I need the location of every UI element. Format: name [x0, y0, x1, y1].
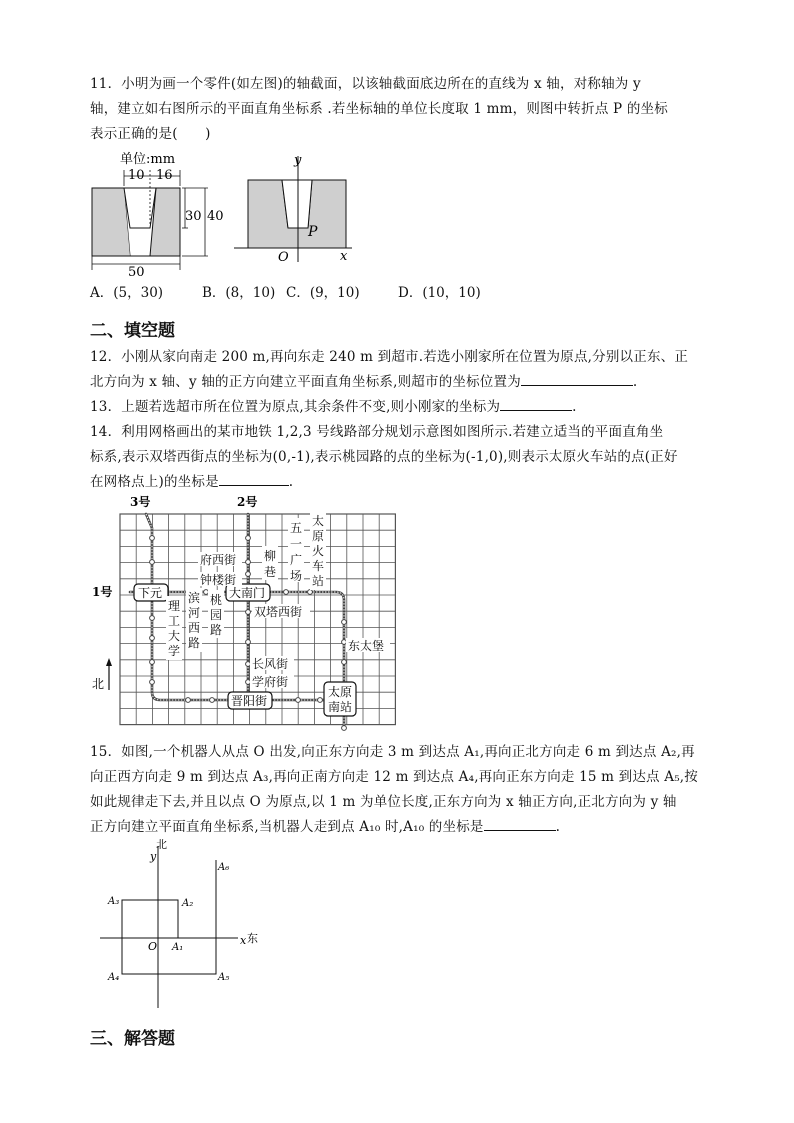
map-stop — [150, 536, 155, 541]
dim-16: 16 — [156, 168, 173, 183]
robot-path-diagram — [100, 836, 270, 1012]
label-wuyi-4: 场 — [290, 569, 303, 583]
station-dananmen: 大南门 — [229, 586, 266, 600]
q11-line-1: 11．小明为画一个零件(如左图)的轴截面，以该轴截面底边所在的直线为 x 轴，对称轴为 y — [90, 76, 641, 92]
map-stop — [246, 572, 251, 577]
label-xuefu: 学府街 — [252, 675, 289, 689]
q11-origin-label: O — [278, 250, 289, 265]
label-shuangta: 双塔西街 — [254, 605, 303, 619]
section-2-heading: 二、填空题 — [90, 321, 175, 341]
label-station-3: 火 — [312, 544, 325, 558]
line-1-label: 1号 — [92, 585, 113, 599]
label-taoyuan-3: 路 — [210, 623, 223, 637]
label-binhe-2: 河 — [188, 606, 201, 620]
station-jinyangjie: 晋阳街 — [231, 694, 268, 708]
q11-coordinate-diagram — [230, 152, 360, 267]
q12-line-2: 北方向为 x 轴、y 轴的正方向建立平面直角坐标系,则超市的坐标位置为 . — [90, 370, 712, 395]
question-11 — [90, 72, 712, 147]
map-stop — [246, 662, 251, 667]
map-stop — [150, 636, 155, 641]
option-d[interactable]: D．(10，10) — [398, 285, 481, 301]
q15-line-3: 如此规律走下去,并且以点 O 为原点,以 1 m 为单位长度,正东方向为 x 轴正方向,正北方向为 y 轴 — [90, 794, 677, 810]
point-p-label: P — [308, 224, 318, 240]
dim-10: 10 — [128, 168, 145, 183]
station-taiyuan-south-2: 南站 — [328, 700, 353, 714]
label-ligong-4: 学 — [168, 644, 181, 658]
map-stop — [342, 660, 347, 665]
dim-40: 40 — [207, 209, 224, 224]
station-taiyuan-south-1: 太原 — [328, 685, 353, 699]
map-stop — [318, 698, 323, 703]
label-station-5: 站 — [312, 574, 325, 588]
map-stop — [342, 620, 347, 625]
label-wuyi-1: 五 — [290, 521, 303, 535]
fig-a5-label: A₅ — [218, 972, 230, 983]
q11-axis-y-label: y — [294, 153, 302, 168]
label-ligong-1: 理 — [168, 599, 181, 613]
label-changfeng: 长风街 — [252, 657, 289, 671]
q13-answer-blank[interactable] — [500, 396, 572, 411]
dim-50: 50 — [128, 265, 145, 278]
fig-a1-label: A₁ — [172, 942, 184, 953]
q14-answer-blank[interactable] — [219, 471, 289, 486]
fig-y-label: y — [150, 850, 157, 863]
map-stop — [308, 590, 313, 595]
q14-line-2: 标系,表示双塔西街点的坐标为(0,-1),表示桃园路的点的坐标为(-1,0),则表示太原火车站的点(正好 — [90, 449, 678, 465]
map-stop — [210, 698, 215, 703]
q13-text: 13．上题若选超市所在位置为原点,其余条件不变,则小刚家的坐标为 — [90, 399, 501, 415]
option-a[interactable]: A．(5，30) — [90, 285, 164, 301]
label-zhonglou: 钟楼街 — [200, 573, 237, 587]
map-stop — [246, 536, 251, 541]
map-stop — [150, 680, 155, 685]
option-b[interactable]: B．(8，10) — [202, 285, 276, 301]
line-2-label: 2号 — [237, 495, 258, 509]
fig-origin-label: O — [148, 940, 158, 953]
subway-map — [92, 492, 402, 737]
label-ligong-3: 大 — [168, 629, 181, 643]
question-12 — [90, 345, 712, 395]
q11-line-3: 表示正确的是( ) — [90, 126, 211, 142]
question-13: 13．上题若选超市所在位置为原点,其余条件不变,则小刚家的坐标为 . — [90, 395, 712, 420]
q14-line-3: 在网格点上)的坐标是 — [90, 474, 219, 490]
map-stop — [150, 560, 155, 565]
fig-a2-label: A₂ — [182, 898, 194, 909]
question-15: 15．如图,一个机器人从点 O 出发,向正东方向走 3 m 到达点 A₁,再向正北方向走 6 m 到达点 A₂,再 向正西方向走 9 m 到达点 A₃,再向正南方向走 12 m 到达点 A₄,再向正东方向走 15 m 到达点 A₅,按 如此规律走下去,并且以点 O 为原点,以 1 m 为单位长度,正东方向为 x 轴正方向,正北方向为 y 轴 正方向建立平面直角坐标系,当机器人走到点 A₁₀ 时,A₁₀ 的坐标是 . — [90, 740, 712, 840]
label-binhe-4: 路 — [188, 636, 201, 650]
station-xiayuan: 下元 — [138, 586, 163, 600]
label-liuxiang-1: 柳 — [264, 549, 277, 563]
fig-east-label: 东 — [247, 932, 258, 945]
q15-line-1: 15．如图,一个机器人从点 O 出发,向正东方向走 3 m 到达点 A₁,再向正北方向走 6 m 到达点 A₂,再 — [90, 744, 695, 760]
label-station-2: 原 — [312, 529, 325, 543]
label-station-1: 太 — [312, 514, 325, 528]
map-stop — [342, 640, 347, 645]
q15-answer-blank[interactable] — [484, 816, 556, 831]
map-stop — [246, 640, 251, 645]
line-3-label: 3号 — [130, 495, 151, 509]
dim-30: 30 — [185, 209, 202, 224]
map-stop — [246, 610, 251, 615]
q12-line-1: 12．小刚从家向南走 200 m,再向东走 240 m 到超市.若选小刚家所在位置为原点,分别以正东、正 — [90, 349, 689, 365]
label-fuxijie: 府西街 — [200, 553, 237, 567]
map-stop — [284, 590, 289, 595]
label-wuyi-3: 广 — [290, 553, 303, 567]
q15-line-2: 向正西方向走 9 m 到达点 A₃,再向正南方向走 12 m 到达点 A₄,再向正东方向走 15 m 到达点 A₅,按 — [90, 769, 699, 785]
q11-axis-x-label: x — [340, 249, 348, 264]
label-ligong-2: 工 — [168, 614, 181, 628]
section-3-heading: 三、解答题 — [90, 1029, 175, 1049]
map-stop — [204, 590, 209, 595]
unit-label: 单位:mm — [120, 152, 176, 167]
map-stop — [246, 560, 251, 565]
fig-x-label: x — [240, 934, 247, 947]
label-wuyi-2: 一 — [290, 537, 303, 551]
q12-answer-blank[interactable] — [521, 371, 633, 386]
fig-a6-label: A₆ — [218, 862, 230, 873]
map-stop — [186, 698, 191, 703]
label-taoyuan-2: 园 — [210, 608, 223, 622]
map-stop — [150, 616, 155, 621]
option-c[interactable]: C．(9，10) — [286, 285, 360, 301]
label-binhe-3: 西 — [188, 621, 201, 635]
label-dongtaibao: 东太堡 — [348, 639, 385, 653]
map-stop — [296, 698, 301, 703]
fig-north-label: 北 — [156, 838, 167, 851]
map-stop — [150, 660, 155, 665]
q15-line-4: 正方向建立平面直角坐标系,当机器人走到点 A₁₀ 时,A₁₀ 的坐标是 — [90, 819, 484, 835]
fig-a4-label: A₄ — [108, 972, 120, 983]
q11-part-diagram — [88, 148, 238, 278]
label-taoyuan-1: 桃 — [210, 593, 223, 607]
q11-line-2: 轴，建立如右图所示的平面直角坐标系 .若坐标轴的单位长度取 1 mm，则图中转折点 P 的坐标 — [90, 101, 668, 117]
question-14: 14．利用网格画出的某市地铁 1,2,3 号线路部分规划示意图如图所示.若建立适当的平面直角坐 标系,表示双塔西街点的坐标为(0,-1),表示桃园路的点的坐标为(-1,0),则表示太原火车站的点(正好 在网格点上)的坐标是 . — [90, 420, 712, 495]
map-stop — [342, 726, 347, 731]
north-label: 北 — [92, 677, 105, 691]
fig-a3-label: A₃ — [108, 896, 120, 907]
map-stop — [246, 680, 251, 685]
q14-line-1: 14．利用网格画出的某市地铁 1,2,3 号线路部分规划示意图如图所示.若建立适当的平面直角坐 — [90, 424, 664, 440]
label-binhe-1: 滨 — [188, 591, 201, 605]
label-liuxiang-2: 巷 — [264, 565, 277, 579]
label-station-4: 车 — [312, 559, 325, 573]
